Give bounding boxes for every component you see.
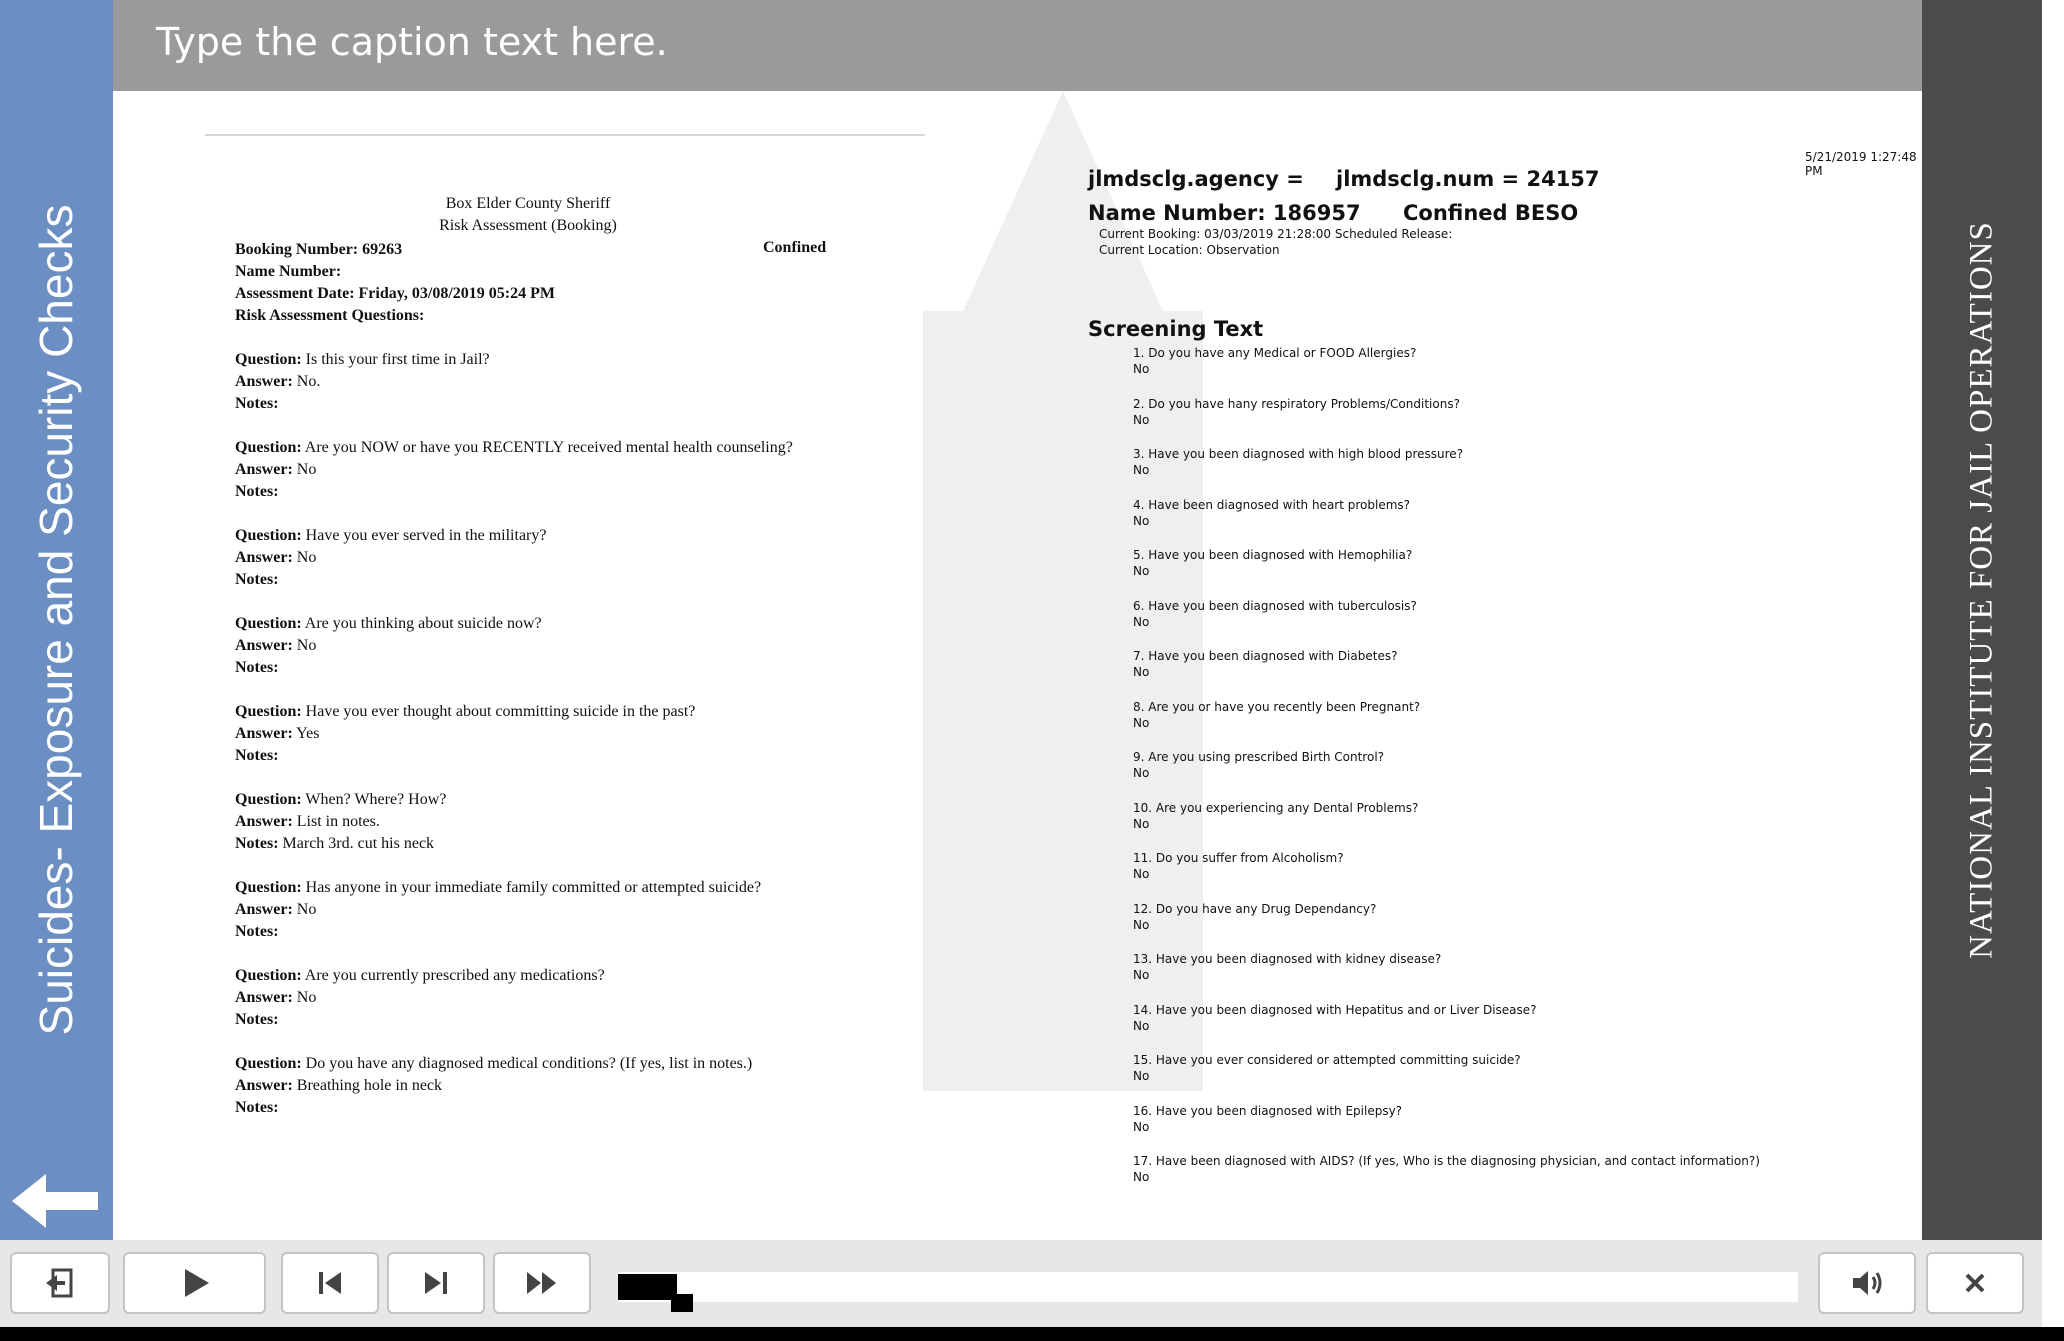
notes-line xyxy=(235,1097,279,1119)
answer-line xyxy=(235,635,316,657)
caption-text: Type the caption text here. xyxy=(156,20,668,64)
risk-questions-heading xyxy=(235,305,424,327)
question-text: Do you have any diagnosed medical conditions? (If yes, list in notes.) xyxy=(305,1055,753,1072)
exit-button[interactable] xyxy=(10,1252,110,1314)
screening-question: 16. Have you been diagnosed with Epilepsy? xyxy=(1133,1103,1403,1118)
fast-forward-icon xyxy=(524,1268,560,1298)
question-text: Has anyone in your immediate family committed or attempted suicide? xyxy=(305,879,762,896)
question-line xyxy=(235,701,695,723)
notes-line xyxy=(235,1009,279,1031)
answer-text: No xyxy=(296,901,317,918)
answer-text: No xyxy=(296,637,317,654)
assessment-date-line xyxy=(235,283,555,305)
notes-label: Notes: xyxy=(235,923,279,940)
answer-label: Answer: xyxy=(235,549,293,566)
screening-question: 1. Do you have any Medical or FOOD Allergies? xyxy=(1133,346,1417,360)
confined-status: Confined xyxy=(763,239,827,256)
next-icon xyxy=(421,1268,451,1298)
question-label: Question: xyxy=(235,527,302,544)
fast-forward-button[interactable] xyxy=(493,1252,591,1314)
answer-text: No xyxy=(296,461,317,478)
agency-field: jlmdsclg.agency = xyxy=(1088,167,1304,191)
right-sidebar xyxy=(1922,0,2042,1240)
screening-question: 8. Are you or have you recently been Pregnant? xyxy=(1133,699,1421,714)
exit-icon xyxy=(43,1266,77,1300)
question-line xyxy=(235,349,490,371)
name-number: Name Number: 186957 xyxy=(1088,201,1361,225)
answer-line xyxy=(235,459,316,481)
answer-line xyxy=(235,1075,442,1097)
answer-line xyxy=(235,723,319,745)
notes-label: Notes: xyxy=(235,571,279,588)
screening-answer: No xyxy=(1133,513,1150,528)
notes-line xyxy=(235,745,279,767)
notes-text: March 3rd. cut his neck xyxy=(282,835,435,852)
screening-question: 14. Have you been diagnosed with Hepatitus and or Liver Disease? xyxy=(1133,1002,1537,1017)
question-text: Have you ever thought about committing suicide in the past? xyxy=(305,703,696,720)
notes-label: Notes: xyxy=(235,835,279,852)
screening-answer: No xyxy=(1133,766,1150,780)
notes-label: Notes: xyxy=(235,1011,279,1028)
answer-line xyxy=(235,811,380,833)
answer-label: Answer: xyxy=(235,813,293,830)
bottom-strip xyxy=(0,1327,2064,1341)
answer-text: Breathing hole in neck xyxy=(296,1077,443,1094)
notes-label: Notes: xyxy=(235,1099,279,1116)
screening-question: 10. Are you experiencing any Dental Problems? xyxy=(1133,800,1419,815)
previous-icon xyxy=(315,1268,345,1298)
answer-label: Answer: xyxy=(235,989,293,1006)
play-icon xyxy=(178,1266,212,1300)
close-icon xyxy=(1962,1270,1988,1296)
answer-text: No xyxy=(296,549,317,566)
screening-answer: No xyxy=(1133,614,1150,629)
answer-label: Answer: xyxy=(235,1077,293,1094)
assessment-heading: Risk Assessment (Booking) xyxy=(439,217,617,234)
page-edge xyxy=(2042,0,2064,1327)
play-button[interactable] xyxy=(123,1252,266,1314)
screening-question: 6. Have you been diagnosed with tuberculosis? xyxy=(1133,598,1417,613)
question-text: Are you currently prescribed any medications? xyxy=(304,967,605,984)
record-number: jlmdsclg.num = 24157 xyxy=(1336,167,1600,191)
course-title: Suicides- Exposure and Security Checks xyxy=(30,204,82,1036)
screening-answer: No xyxy=(1133,412,1150,427)
screening-answer: No xyxy=(1133,463,1150,477)
screening-answer: No xyxy=(1133,1069,1150,1083)
back-arrow-icon[interactable] xyxy=(10,1170,102,1232)
screening-question: 4. Have been diagnosed with heart problems? xyxy=(1133,497,1411,512)
screening-answer: No xyxy=(1133,564,1150,578)
close-button[interactable] xyxy=(1926,1252,2024,1314)
notes-line xyxy=(235,393,279,415)
notes-line xyxy=(235,657,279,679)
answer-line xyxy=(235,899,316,921)
question-label: Question: xyxy=(235,439,302,456)
question-text: When? Where? How? xyxy=(305,791,447,808)
notes-label: Notes: xyxy=(235,659,279,676)
screening-question: 12. Do you have any Drug Dependancy? xyxy=(1133,901,1377,916)
answer-line xyxy=(235,547,316,569)
answer-text: No xyxy=(296,989,317,1006)
screening-question: 9. Are you using prescribed Birth Control? xyxy=(1133,750,1385,764)
notes-line xyxy=(235,481,279,503)
document-header xyxy=(378,193,678,237)
screening-answer: No xyxy=(1133,362,1150,376)
question-label: Question: xyxy=(235,967,302,984)
name-number-label: Name Number: xyxy=(235,263,342,280)
question-label: Question: xyxy=(235,703,302,720)
screening-question: 3. Have you been diagnosed with high blood pressure? xyxy=(1133,447,1464,461)
question-label: Question: xyxy=(235,791,302,808)
screening-question: 17. Have been diagnosed with AIDS? (If yes, Who is the diagnosing physician, and contact information?) xyxy=(1133,1154,1760,1168)
question-line xyxy=(235,789,446,811)
booking-number-label: Booking Number: xyxy=(235,241,359,258)
question-label: Question: xyxy=(235,1055,302,1072)
screening-answer: No xyxy=(1133,867,1150,881)
question-label: Question: xyxy=(235,879,302,896)
question-line xyxy=(235,1053,752,1075)
screening-answer: No xyxy=(1133,665,1150,679)
answer-text: List in notes. xyxy=(296,813,380,830)
screening-answer: No xyxy=(1133,1170,1150,1184)
screening-answer: No xyxy=(1133,968,1150,982)
left-sidebar xyxy=(0,0,113,1240)
player-controls xyxy=(0,1240,2042,1327)
screening-answer: No xyxy=(1133,715,1150,730)
screening-question: 15. Have you ever considered or attempted committing suicide? xyxy=(1133,1053,1521,1067)
booking-number-line xyxy=(235,239,402,261)
screening-answer: No xyxy=(1133,1119,1150,1134)
screening-question: 13. Have you been diagnosed with kidney disease? xyxy=(1133,952,1442,966)
screening-heading: Screening Text xyxy=(1088,317,1264,341)
question-text: Are you NOW or have you RECENTLY received mental health counseling? xyxy=(304,439,793,456)
booking-number-value: 69263 xyxy=(362,241,403,258)
institute-title: NATIONAL INSTITUTE FOR JAIL OPERATIONS xyxy=(1963,221,2000,959)
screening-answer: No xyxy=(1133,1018,1150,1033)
question-label: Question: xyxy=(235,615,302,632)
previous-button[interactable] xyxy=(281,1252,379,1314)
screening-answer: No xyxy=(1133,917,1150,932)
screening-question: 7. Have you been diagnosed with Diabetes? xyxy=(1133,649,1398,663)
question-text: Is this your first time in Jail? xyxy=(305,351,490,368)
current-location: Current Location: Observation xyxy=(1099,243,1280,257)
question-line xyxy=(235,437,793,459)
notes-label: Notes: xyxy=(235,395,279,412)
risk-questions-heading-text: Risk Assessment Questions: xyxy=(235,307,425,324)
notes-label: Notes: xyxy=(235,483,279,500)
answer-line xyxy=(235,987,316,1009)
question-label: Question: xyxy=(235,351,302,368)
volume-icon xyxy=(1849,1267,1885,1299)
current-booking: Current Booking: 03/03/2019 21:28:00 Scheduled Release: xyxy=(1099,227,1453,241)
answer-line xyxy=(235,371,320,393)
question-line xyxy=(235,613,542,635)
answer-label: Answer: xyxy=(235,373,293,390)
document-rule xyxy=(205,134,925,136)
progress-fill xyxy=(618,1274,677,1300)
assessment-date-label: Assessment Date: xyxy=(235,285,355,302)
answer-label: Answer: xyxy=(235,725,293,742)
question-text: Are you thinking about suicide now? xyxy=(304,615,542,632)
name-number-line xyxy=(235,261,341,283)
question-line xyxy=(235,525,546,547)
screening-question: 11. Do you suffer from Alcoholism? xyxy=(1133,851,1344,865)
question-text: Have you ever served in the military? xyxy=(305,527,547,544)
screening-question: 2. Do you have hany respiratory Problems/Conditions? xyxy=(1133,396,1460,411)
volume-button[interactable] xyxy=(1818,1252,1916,1314)
answer-text: No. xyxy=(296,373,321,390)
progress-handle[interactable] xyxy=(671,1294,693,1312)
answer-text: Yes xyxy=(296,725,320,742)
notes-label: Notes: xyxy=(235,747,279,764)
sheriff-heading: Box Elder County Sheriff xyxy=(445,195,611,212)
answer-label: Answer: xyxy=(235,901,293,918)
answer-label: Answer: xyxy=(235,461,293,478)
next-button[interactable] xyxy=(387,1252,485,1314)
notes-line xyxy=(235,921,279,943)
risk-assessment-document xyxy=(113,91,973,1240)
screening-document xyxy=(1083,91,1922,1240)
question-line xyxy=(235,965,605,987)
assessment-date-value: Friday, 03/08/2019 05:24 PM xyxy=(358,285,555,302)
screening-answer: No xyxy=(1133,816,1150,831)
caption-bar xyxy=(113,0,1922,91)
confined-status: Confined BESO xyxy=(1403,201,1579,225)
print-timestamp: 5/21/2019 1:27:48 PM xyxy=(1805,150,1917,178)
slide-content xyxy=(113,91,1922,1240)
answer-label: Answer: xyxy=(235,637,293,654)
notes-line xyxy=(235,833,434,855)
progress-bar[interactable] xyxy=(618,1272,1798,1302)
notes-line xyxy=(235,569,279,591)
screening-question: 5. Have you been diagnosed with Hemophilia? xyxy=(1133,548,1413,562)
question-line xyxy=(235,877,761,899)
